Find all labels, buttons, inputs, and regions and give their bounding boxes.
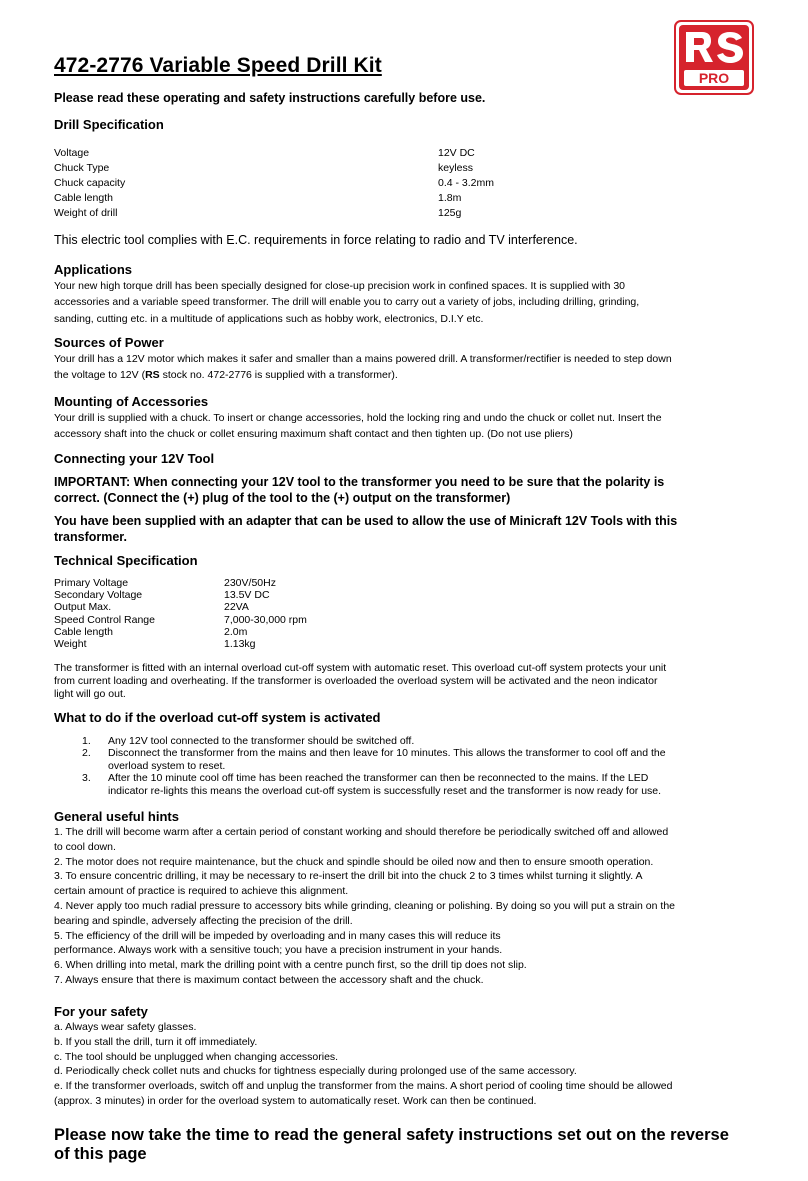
mounting-paragraph xyxy=(54,410,662,443)
spec-value: 2.0m xyxy=(224,626,248,638)
connecting-heading: Connecting your 12V Tool xyxy=(54,451,215,466)
power-paragraph xyxy=(54,351,672,384)
paragraph-line: Your drill is supplied with a chuck. To insert or change accessories, hold the locking ring and undo the chuck or collet nut. Insert the xyxy=(54,412,662,424)
paragraph-line: light will go out. xyxy=(54,687,126,700)
paragraph-line: accessories and a variable speed transformer. The drill will enable you to carry out a variety of jobs, including drilling, grinding, xyxy=(54,296,640,309)
spec-value: 1.8m xyxy=(438,192,462,204)
hint-line: certain amount of practice is required to achieve this alignment. xyxy=(54,885,349,898)
spec-value: 0.4 - 3.2mm xyxy=(438,177,495,189)
list-line: indicator re-lights this means the overload cut-off system is successfully reset and the transformer is now ready for use. xyxy=(108,784,662,797)
spec-value: 125g xyxy=(438,207,462,219)
safety-line: c. The tool should be unplugged when changing accessories. xyxy=(54,1050,339,1063)
text-run: stock no. 472-2776 is supplied with a transformer). xyxy=(159,369,398,382)
drill-spec-heading: Drill Specification xyxy=(54,117,164,132)
notice-line: correct. (Connect the (+) plug of the tool to the (+) output on the transformer) xyxy=(54,490,511,505)
notice-line: IMPORTANT: When connecting your 12V tool to the transformer you need to be sure that the polarity is xyxy=(54,475,665,489)
hint-line: 4. Never apply too much radial pressure to accessory bits while grinding, cleaning or polishing. By doing so you will put a strain on the xyxy=(54,899,675,912)
important-notice xyxy=(54,475,664,506)
rs-pro-logo xyxy=(674,20,754,95)
paragraph-line: Your drill has a 12V motor which makes it safer and smaller than a mains powered drill. A transformer/rectifier is needed to step down xyxy=(54,353,672,365)
hint-line: performance. Always work with a sensitive touch; you have a precision instrument in your hands. xyxy=(54,944,503,957)
paragraph-line: from current loading and overheating. If the transformer is overloaded the overload system will be activated and the neon indicator xyxy=(54,674,658,687)
safety-line: e. If the transformer overloads, switch off and unplug the transformer from the mains. A short period of cooling time should be allowed xyxy=(54,1080,673,1093)
page-title: 472-2776 Variable Speed Drill Kit xyxy=(54,54,382,77)
list-item-text xyxy=(108,735,414,748)
spec-value: 7,000-30,000 rpm xyxy=(224,614,307,626)
spec-label: Voltage xyxy=(54,147,90,159)
hint-line: to cool down. xyxy=(54,840,116,853)
hint-line: bearing and spindle, adversely affecting the precision of the drill. xyxy=(54,914,353,927)
spec-label: Chuck capacity xyxy=(54,177,126,189)
hints-heading: General useful hints xyxy=(54,809,179,824)
list-number: 2. xyxy=(82,747,91,759)
spec-label: Secondary Voltage xyxy=(54,589,143,601)
list-item-text xyxy=(108,772,661,797)
mounting-heading: Mounting of Accessories xyxy=(54,394,209,409)
spec-label: Cable length xyxy=(54,192,113,204)
list-line: overload system to reset. xyxy=(108,759,226,772)
hint-line: 1. The drill will become warm after a certain period of constant working and should therefore be periodically switched off and allowed xyxy=(54,826,669,838)
hint-line: 2. The motor does not require maintenance, but the chuck and spindle should be oiled now and then to ensure smooth operation. xyxy=(54,855,654,868)
overload-paragraph xyxy=(54,662,666,700)
spec-value: keyless xyxy=(438,162,474,174)
safety-line: b. If you stall the drill, turn it off immediately. xyxy=(54,1035,258,1048)
spec-value: 230V/50Hz xyxy=(224,577,276,589)
safety-line: (approx. 3 minutes) in order for the overload system to automatically reset. Work can then be continued. xyxy=(54,1094,537,1107)
list-item-text xyxy=(108,747,666,772)
spec-label: Cable length xyxy=(54,626,113,638)
list-line: After the 10 minute cool off time has been reached the transformer can then be reconnected to the mains. If the LED xyxy=(108,772,649,784)
spec-value: 22VA xyxy=(224,601,249,613)
hint-line: 7. Always ensure that there is maximum contact between the accessory shaft and the chuck. xyxy=(54,973,484,986)
applications-paragraph xyxy=(54,278,639,327)
spec-value: 12V DC xyxy=(438,147,475,159)
hint-line: 3. To ensure concentric drilling, it may be necessary to re-insert the drill bit into the chuck 2 to 3 times whilst turning it slightly. A xyxy=(54,870,643,883)
applications-heading: Applications xyxy=(54,262,133,277)
intro-text: Please read these operating and safety instructions carefully before use. xyxy=(54,91,486,105)
notice-line: You have been supplied with an adapter that can be used to allow the use of Minicraft 12V Tools with this xyxy=(54,514,678,528)
compliance-text: This electric tool complies with E.C. requirements in force relating to radio and TV interference. xyxy=(54,233,578,247)
notice-line: transformer. xyxy=(54,529,127,544)
paragraph-line: Your new high torque drill has been specially designed for close-up precision work in confined spaces. It is supplied with 30 xyxy=(54,280,626,292)
list-number: 3. xyxy=(82,772,91,784)
list-number: 1. xyxy=(82,735,91,747)
power-heading: Sources of Power xyxy=(54,335,164,350)
hints-paragraph xyxy=(54,825,675,988)
overload-steps-heading: What to do if the overload cut-off system is activated xyxy=(54,710,381,725)
rs-bold-text: RS xyxy=(145,369,160,382)
logo-sub-text: PRO xyxy=(698,70,730,86)
paragraph-line: sanding, cutting etc. in a multitude of applications such as hobby work, electronics, D.I.Y etc. xyxy=(54,312,484,325)
spec-value: 1.13kg xyxy=(224,638,256,650)
adapter-notice xyxy=(54,514,677,545)
spec-label: Speed Control Range xyxy=(54,614,155,626)
paragraph-line: accessory shaft into the chuck or collet ensuring maximum shaft contact and then tighten up. (Do not use pliers) xyxy=(54,428,573,441)
hint-line: 6. When drilling into metal, mark the drilling point with a centre punch first, so the drill tip does not slip. xyxy=(54,959,527,972)
paragraph-line xyxy=(54,367,672,383)
hint-line: 5. The efficiency of the drill will be impeded by overloading and in many cases this will reduce its xyxy=(54,929,501,942)
spec-label: Weight of drill xyxy=(54,207,118,219)
safety-line: d. Periodically check collet nuts and chucks for tightness especially during prolonged use of the same accessory. xyxy=(54,1065,577,1078)
list-line: Disconnect the transformer from the mains and then leave for 10 minutes. This allows the transformer to cool off and the xyxy=(108,747,666,759)
closing-line: Please now take the time to read the general safety instructions set out on the reverse xyxy=(54,1126,729,1144)
safety-line: a. Always wear safety glasses. xyxy=(54,1021,197,1033)
spec-value: 13.5V DC xyxy=(224,589,270,601)
tech-spec-heading: Technical Specification xyxy=(54,553,198,568)
spec-label: Chuck Type xyxy=(54,162,110,174)
list-line: Any 12V tool connected to the transformer should be switched off. xyxy=(108,735,415,747)
spec-label: Weight xyxy=(54,638,87,650)
closing-line: of this page xyxy=(54,1145,147,1163)
safety-paragraph xyxy=(54,1020,672,1109)
text-run: the voltage to 12V ( xyxy=(54,369,146,382)
safety-heading: For your safety xyxy=(54,1004,148,1019)
spec-label: Output Max. xyxy=(54,601,112,613)
paragraph-line: The transformer is fitted with an internal overload cut-off system with automatic reset. This overload cut-off system protects your unit xyxy=(54,662,667,674)
closing-notice xyxy=(54,1126,729,1164)
spec-label: Primary Voltage xyxy=(54,577,129,589)
